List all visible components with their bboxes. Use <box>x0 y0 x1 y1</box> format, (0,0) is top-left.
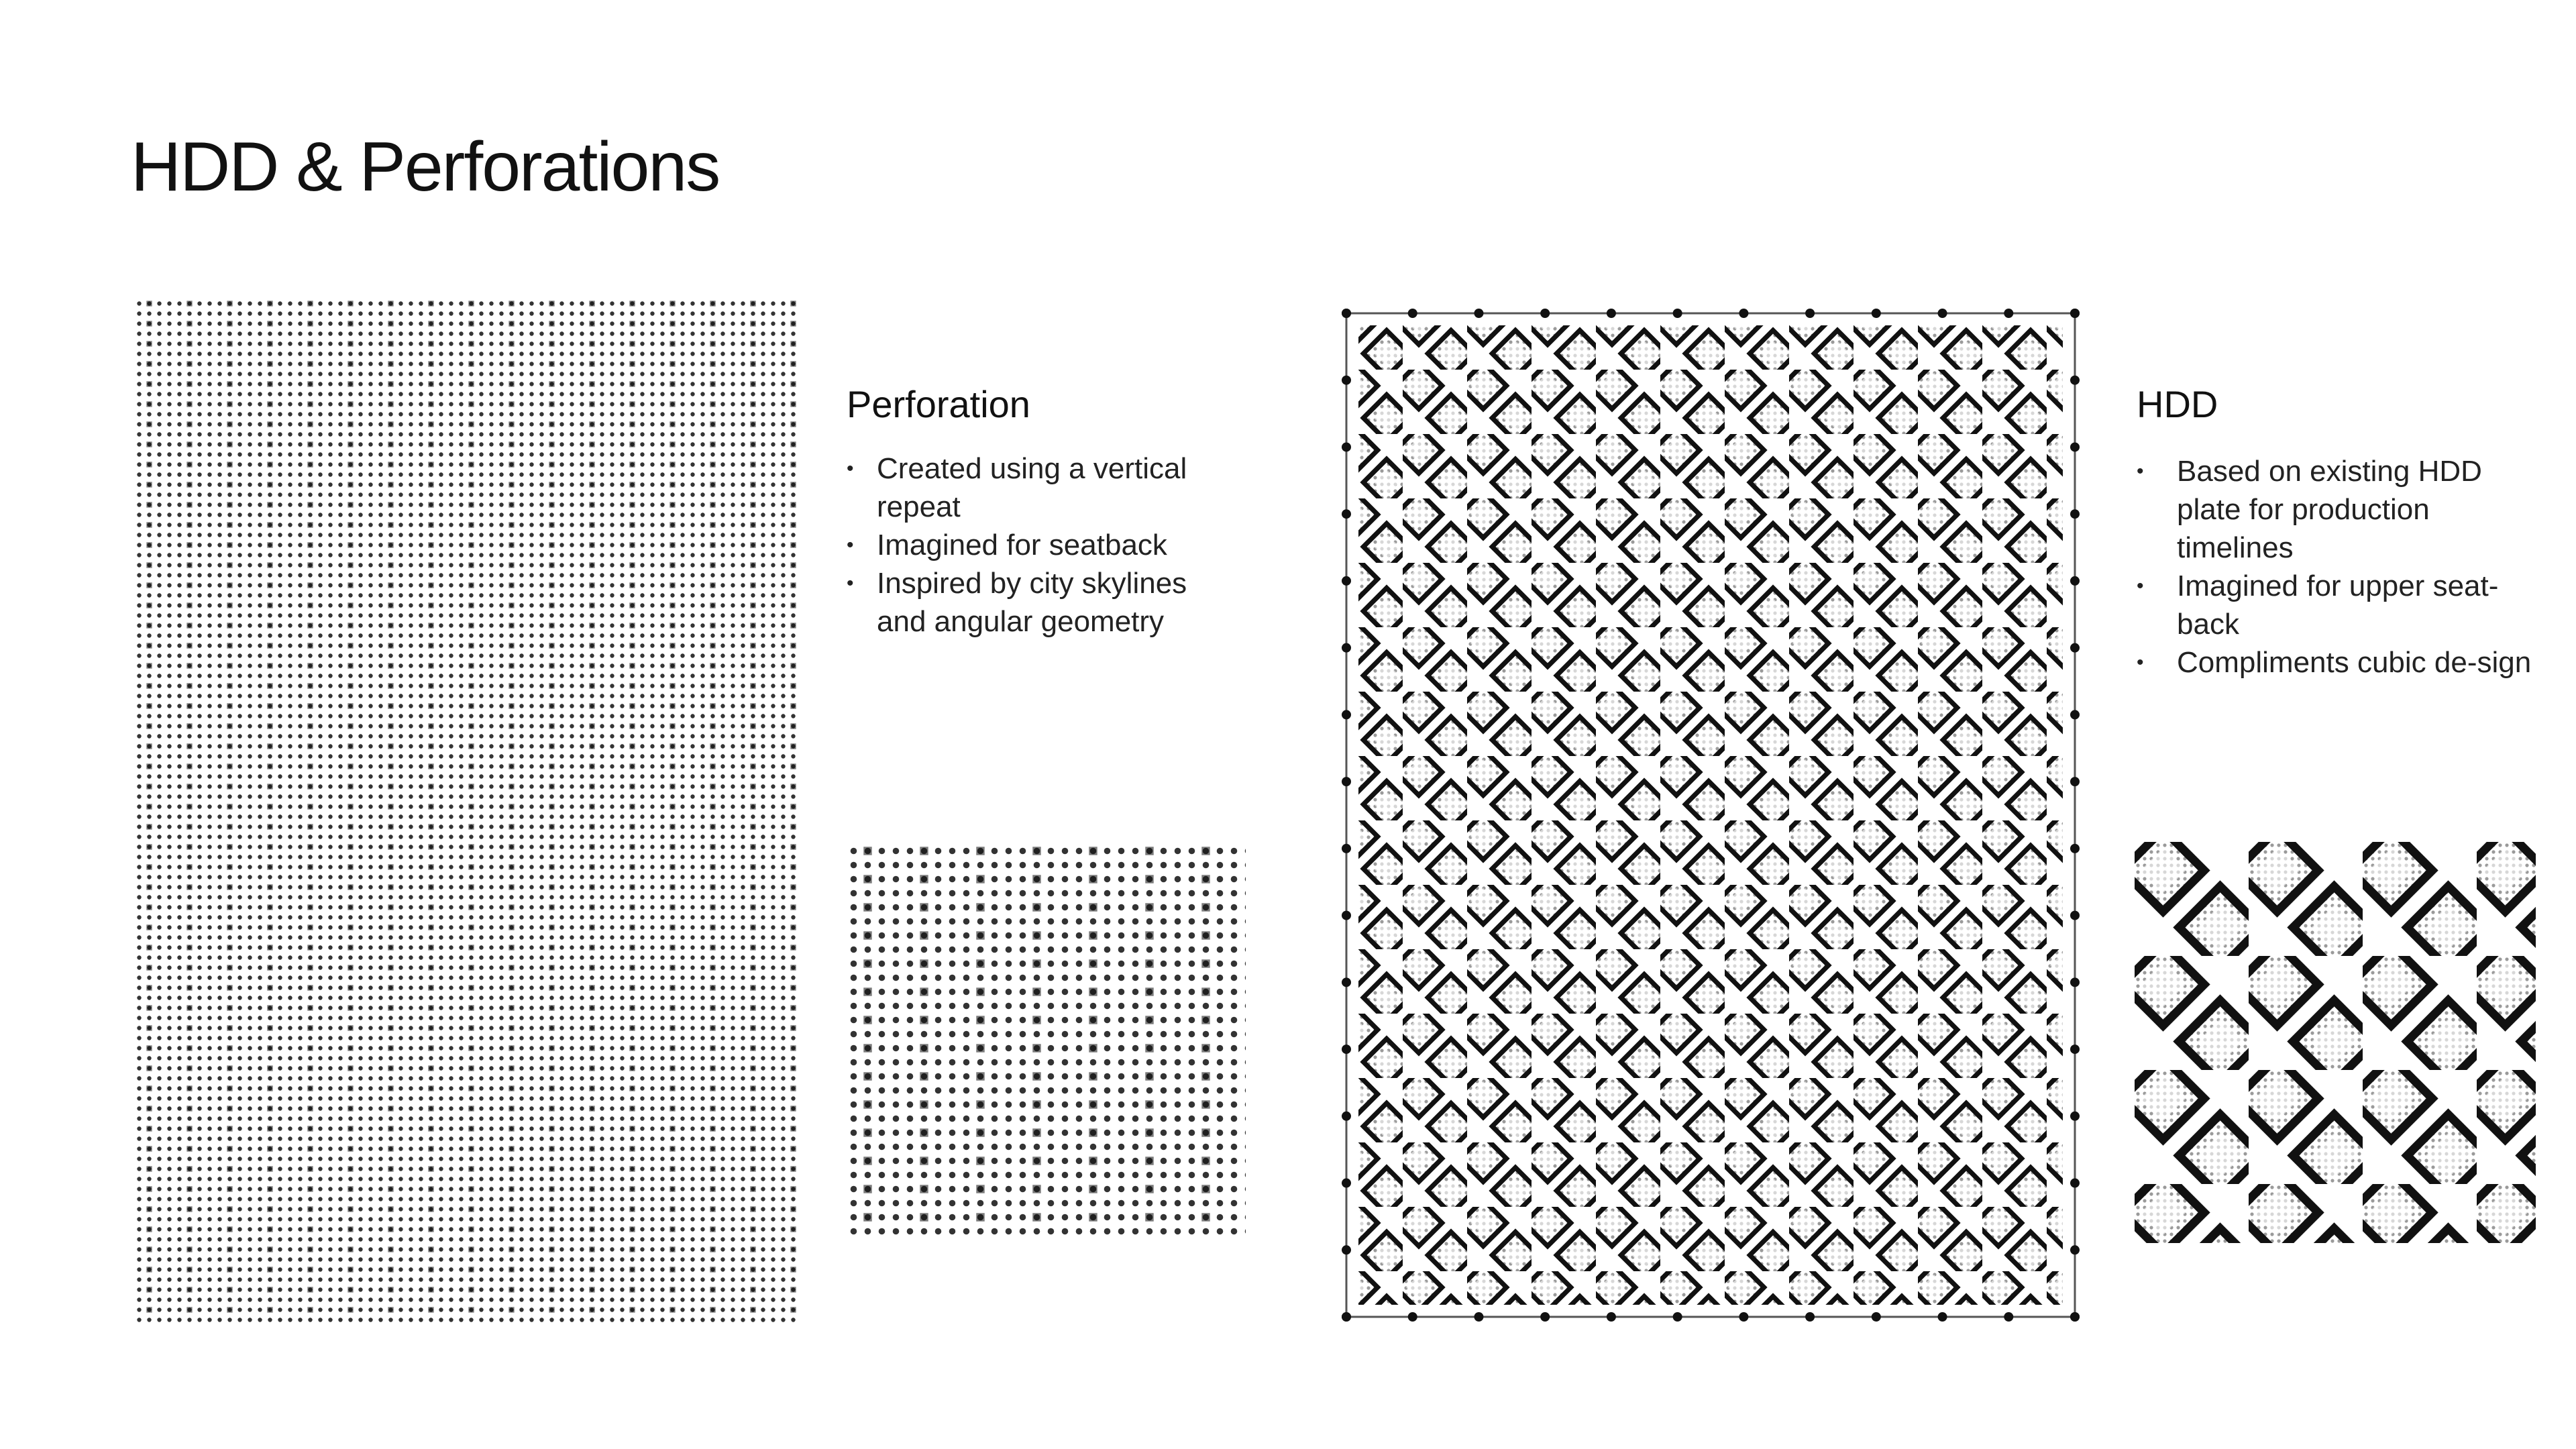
perforation-pattern-image <box>134 299 798 1325</box>
bullet-dot-icon: • <box>847 534 854 556</box>
perforation-heading: Perforation <box>847 383 1030 425</box>
hdd-pattern-svg <box>1338 305 2083 1325</box>
hdd-heading: HDD <box>2137 383 2218 425</box>
perforation-bullet: • Imagined for seatback <box>847 526 1195 564</box>
hdd-detail-svg <box>2135 842 2536 1243</box>
bullet-dot-icon: • <box>847 572 854 594</box>
bullet-dot-icon: • <box>2137 575 2144 597</box>
hdd-bullet: • Based on existing HDD plate for production timelines <box>2137 452 2539 567</box>
hdd-bullet: • Imagined for upper seat-back <box>2137 567 2539 643</box>
perforation-detail-svg <box>847 844 1246 1240</box>
hdd-detail-image <box>2135 842 2536 1243</box>
perforation-bullet: • Inspired by city skylines and angular geometry <box>847 564 1195 641</box>
page-title: HDD & Perforations <box>131 128 720 206</box>
bullet-dot-icon: • <box>2137 460 2144 482</box>
perforation-pattern-svg <box>134 299 798 1325</box>
hdd-bullet-list <box>2137 452 2539 682</box>
perforation-detail-image <box>847 844 1246 1240</box>
hdd-pattern-image <box>1338 305 2083 1325</box>
perforation-bullet-list <box>847 449 1195 641</box>
perforation-bullet: • Created using a vertical repeat <box>847 449 1195 526</box>
bullet-dot-icon: • <box>847 458 854 480</box>
hdd-bullet: • Compliments cubic de-sign <box>2137 643 2539 682</box>
bullet-dot-icon: • <box>2137 651 2144 674</box>
